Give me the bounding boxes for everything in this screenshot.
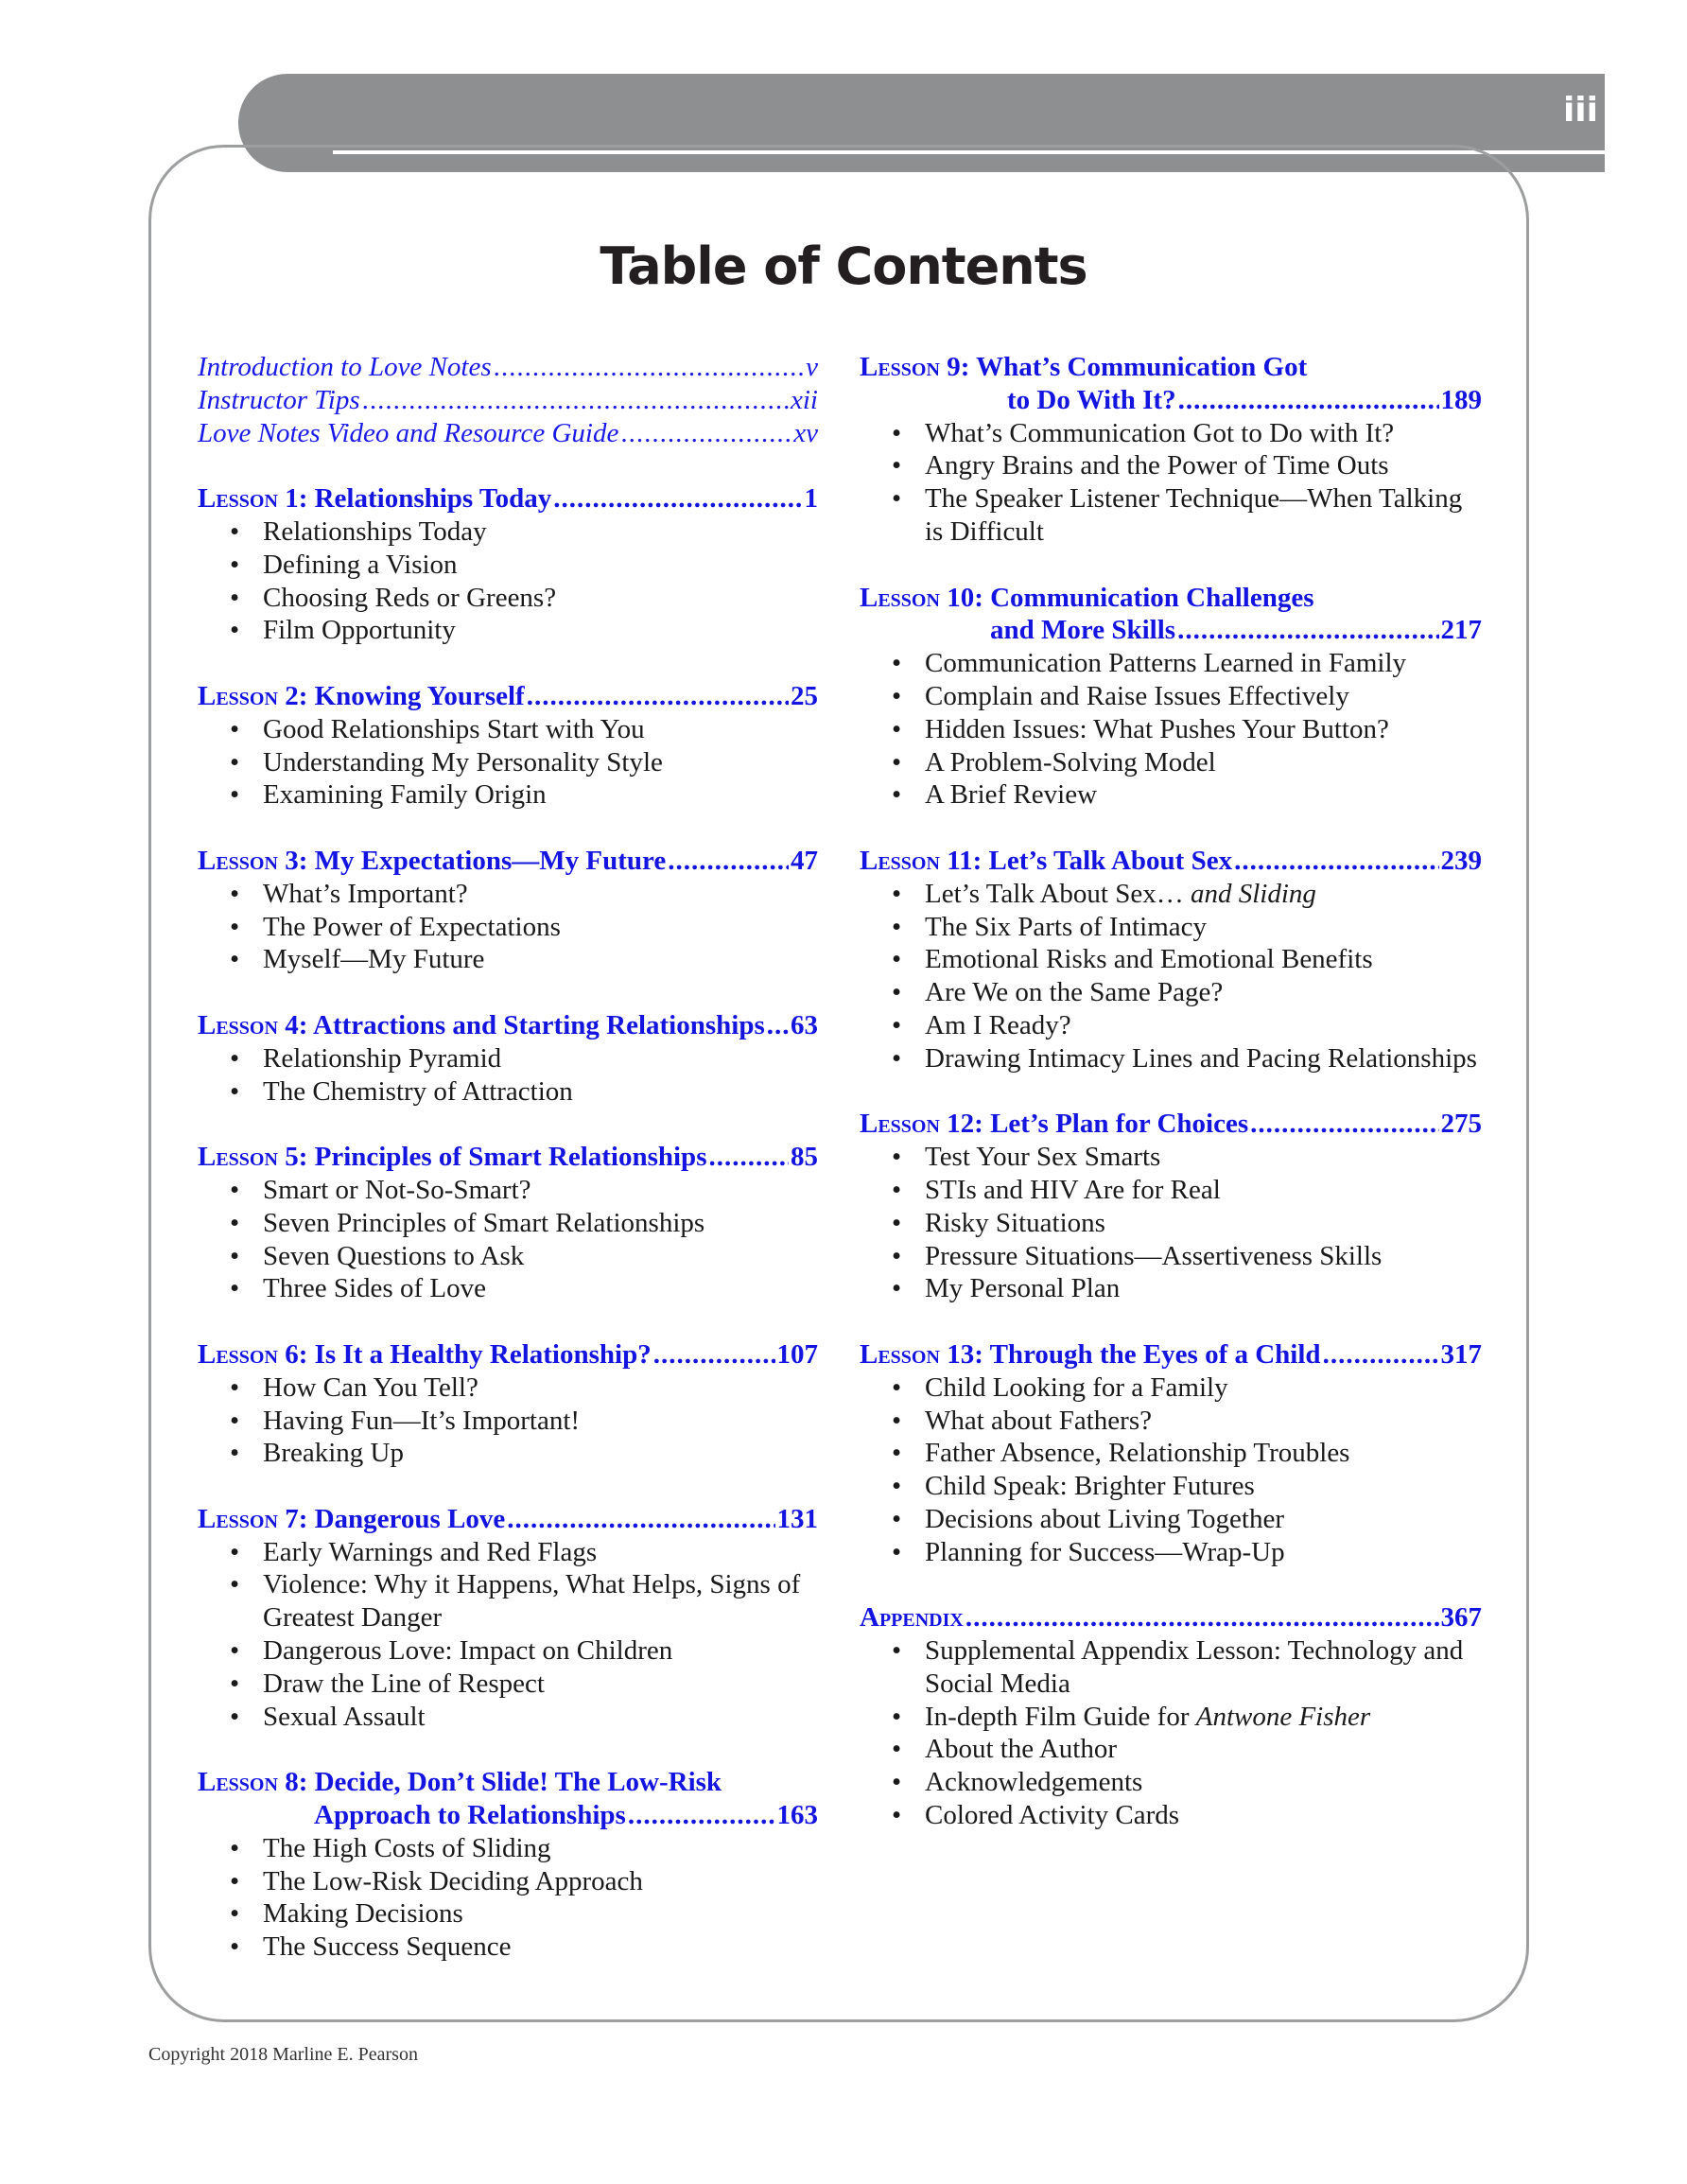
lesson-label: Lesson	[198, 1009, 278, 1040]
lesson-page[interactable]: 217	[1440, 615, 1482, 646]
topic-text: Are We on the Same Page?	[925, 977, 1224, 1008]
lesson-heading[interactable]	[198, 680, 818, 713]
lesson-page[interactable]: 317	[1440, 1338, 1482, 1370]
lesson-page[interactable]: 85	[791, 1142, 818, 1173]
lesson-label: Lesson	[198, 483, 278, 515]
topic-text: Violence: Why it Happens, What Helps, Signs of Greatest Danger	[263, 1569, 801, 1634]
topic-text: Good Relationships Start with You	[263, 713, 645, 744]
topic-item	[925, 1141, 1482, 1174]
lesson-number: 10:	[947, 582, 983, 613]
topic-text: About the Author	[925, 1734, 1117, 1765]
topic-text: The Power of Expectations	[263, 911, 561, 942]
topic-item	[263, 515, 818, 549]
topic-item	[925, 943, 1482, 976]
dot-leader	[527, 680, 789, 713]
lesson-heading-continued[interactable]	[198, 1799, 818, 1832]
lesson-heading[interactable]	[198, 1503, 818, 1536]
lesson-section	[198, 1009, 818, 1108]
lesson-number: 4:	[285, 1009, 308, 1040]
lesson-page[interactable]: 275	[1440, 1109, 1482, 1140]
lesson-heading-text[interactable]	[198, 1009, 765, 1042]
topic-item	[925, 1733, 1482, 1766]
topic-item	[925, 713, 1482, 746]
lesson-section	[860, 1108, 1482, 1305]
lesson-number: 6:	[285, 1338, 308, 1370]
lesson-heading-text[interactable]	[198, 1503, 505, 1536]
dot-leader	[628, 1799, 775, 1832]
topic-text: Let’s Talk About Sex…	[925, 878, 1184, 909]
topic-text: Drawing Intimacy Lines and Pacing Relationships	[925, 1042, 1477, 1074]
page-title: Table of Contents	[600, 236, 1087, 296]
topic-text: STIs and HIV Are for Real	[925, 1174, 1221, 1205]
topic-text: Acknowledgements	[925, 1767, 1143, 1798]
lesson-topics	[198, 1832, 818, 1964]
topic-item	[263, 1701, 818, 1734]
lesson-title[interactable]: Knowing Yourself	[314, 680, 525, 711]
lesson-label: Lesson	[860, 845, 940, 876]
topic-item	[263, 1668, 818, 1701]
intro-link[interactable]	[198, 384, 818, 417]
lesson-label: Lesson	[198, 680, 278, 711]
lesson-title[interactable]: Relationships Today	[314, 483, 552, 515]
lesson-label: Appendix	[860, 1602, 964, 1634]
topic-item	[925, 1701, 1482, 1734]
lesson-page[interactable]: 131	[776, 1503, 818, 1534]
topic-item	[925, 449, 1482, 482]
lesson-title[interactable]: Principles of Smart Relationships	[314, 1142, 707, 1173]
topic-item	[263, 746, 818, 779]
topic-item	[925, 1536, 1482, 1569]
lesson-heading[interactable]	[860, 582, 1482, 615]
topic-item	[263, 911, 818, 944]
topic-item	[263, 549, 818, 582]
topic-text: The Success Sequence	[263, 1931, 512, 1963]
topic-item	[263, 1634, 818, 1668]
lesson-heading[interactable]	[198, 1141, 818, 1174]
topic-text: Am I Ready?	[925, 1009, 1071, 1040]
lesson-title[interactable]: Decide, Don’t Slide! The Low-Risk	[314, 1767, 722, 1798]
lesson-page[interactable]: 367	[1440, 1602, 1482, 1634]
topic-item	[263, 1174, 818, 1207]
topic-item	[263, 878, 818, 911]
lesson-section	[198, 845, 818, 976]
dot-leader	[620, 417, 791, 450]
toc-right-column	[860, 351, 1482, 1832]
topic-text: Seven Principles of Smart Relationships	[263, 1207, 705, 1238]
lesson-title[interactable]: Communication Challenges	[990, 582, 1314, 613]
intro-link-page[interactable]: xv	[793, 417, 818, 448]
topic-item	[925, 1372, 1482, 1405]
topic-text: What’s Communication Got to Do with It?	[925, 417, 1395, 448]
lesson-page[interactable]: 1	[804, 483, 818, 515]
topic-item	[925, 1174, 1482, 1207]
topic-item	[925, 1766, 1482, 1799]
topic-item	[925, 680, 1482, 713]
lesson-title-continued[interactable]: to Do With It?	[1007, 384, 1176, 415]
topic-text: Sexual Assault	[263, 1701, 426, 1732]
lesson-label: Lesson	[198, 845, 278, 876]
topic-item	[263, 1207, 818, 1240]
lesson-title-continued[interactable]: and More Skills	[990, 615, 1176, 646]
topic-italic: and Sliding	[1190, 878, 1316, 909]
topic-text: Risky Situations	[925, 1207, 1105, 1238]
lesson-section	[198, 1141, 818, 1305]
topic-item	[263, 1372, 818, 1405]
intro-links	[198, 351, 818, 449]
topic-text: Emotional Risks and Emotional Benefits	[925, 944, 1373, 975]
topic-text: Test Your Sex Smarts	[925, 1142, 1161, 1173]
lesson-topics	[198, 515, 818, 647]
lesson-page[interactable]: 163	[776, 1800, 818, 1831]
intro-link[interactable]	[198, 417, 818, 450]
dot-leader	[553, 482, 802, 515]
topic-item	[263, 1405, 818, 1438]
dot-leader	[653, 1338, 775, 1372]
lesson-heading-text[interactable]	[198, 482, 551, 515]
lesson-title[interactable]: Let’s Talk About Sex	[988, 845, 1233, 876]
topic-text: Seven Questions to Ask	[263, 1240, 525, 1271]
dot-leader	[1323, 1338, 1439, 1372]
lesson-section	[198, 1338, 818, 1470]
lesson-heading[interactable]	[198, 1009, 818, 1042]
topic-text: A Problem-Solving Model	[925, 746, 1216, 778]
lesson-heading-text[interactable]	[860, 845, 1232, 878]
topic-text: Early Warnings and Red Flags	[263, 1536, 598, 1567]
dot-leader	[767, 1009, 789, 1042]
dot-leader	[1177, 614, 1438, 647]
topic-text: In-depth Film Guide for	[925, 1701, 1190, 1732]
lesson-heading-continued[interactable]	[860, 614, 1482, 647]
topic-text: Child Looking for a Family	[925, 1372, 1228, 1403]
topic-text: Dangerous Love: Impact on Children	[263, 1635, 673, 1667]
topic-text: Angry Brains and the Power of Time Outs	[925, 450, 1389, 481]
topic-text: A Brief Review	[925, 779, 1098, 811]
lesson-heading[interactable]	[860, 1108, 1482, 1141]
lesson-label: Lesson	[198, 1142, 278, 1173]
lesson-label: Lesson	[860, 1338, 940, 1370]
dot-leader	[708, 1141, 789, 1174]
topic-item	[925, 1470, 1482, 1503]
topic-item	[925, 482, 1482, 549]
page-number: iii	[1562, 91, 1598, 130]
lesson-section	[198, 1766, 818, 1964]
lesson-page[interactable]: 47	[791, 845, 818, 876]
topic-text: Colored Activity Cards	[925, 1800, 1180, 1831]
topic-item	[925, 878, 1482, 911]
lesson-topics	[860, 1372, 1482, 1569]
topic-item	[925, 911, 1482, 944]
lesson-section	[860, 845, 1482, 1075]
intro-link-text[interactable]: Instructor Tips	[198, 384, 360, 415]
lesson-heading-text[interactable]	[198, 680, 525, 713]
lesson-title[interactable]: Through the Eyes of a Child	[989, 1338, 1321, 1370]
topic-text: Myself—My Future	[263, 944, 485, 975]
topic-item	[925, 1799, 1482, 1832]
intro-link-page[interactable]: v	[806, 352, 818, 382]
topic-text: Relationship Pyramid	[263, 1042, 502, 1074]
lesson-topics	[860, 1634, 1482, 1832]
lesson-heading-text[interactable]	[860, 1601, 964, 1634]
intro-link-text[interactable]: Introduction to Love Notes	[198, 352, 492, 382]
intro-link-text[interactable]: Love Notes Video and Resource Guide	[198, 417, 619, 448]
topic-text: Hidden Issues: What Pushes Your Button?	[925, 713, 1389, 744]
lesson-heading[interactable]	[860, 1338, 1482, 1372]
lesson-title[interactable]: Let’s Plan for Choices	[990, 1109, 1249, 1140]
topic-item	[263, 1536, 818, 1569]
intro-link[interactable]	[198, 351, 818, 384]
lesson-topics	[198, 878, 818, 976]
topic-item	[263, 1832, 818, 1865]
topic-italic: Antwone Fisher	[1195, 1701, 1371, 1732]
lesson-section	[198, 1503, 818, 1734]
topic-text: How Can You Tell?	[263, 1372, 478, 1403]
dot-leader	[1250, 1108, 1438, 1141]
lesson-section	[860, 1601, 1482, 1832]
lesson-topics	[860, 878, 1482, 1075]
lesson-topics	[198, 1174, 818, 1305]
topic-text: Making Decisions	[263, 1898, 463, 1930]
lesson-title[interactable]: What’s Communication Got	[976, 352, 1308, 382]
lesson-page[interactable]: 239	[1440, 845, 1482, 876]
lesson-title[interactable]: Dangerous Love	[314, 1503, 506, 1534]
topic-item	[925, 1503, 1482, 1536]
topic-item	[925, 1272, 1482, 1305]
lesson-section	[860, 1338, 1482, 1569]
lesson-number: 7:	[285, 1503, 308, 1534]
lesson-heading-continued[interactable]	[860, 384, 1482, 417]
topic-text: The Speaker Listener Technique—When Talking is Difficult	[925, 483, 1463, 547]
topic-item	[925, 976, 1482, 1009]
topic-item	[925, 1405, 1482, 1438]
topic-item	[263, 614, 818, 647]
lesson-label: Lesson 12:	[860, 1109, 983, 1140]
lesson-section	[860, 351, 1482, 549]
topic-item	[925, 1009, 1482, 1042]
lesson-topics	[198, 1042, 818, 1109]
topic-text: Film Opportunity	[263, 615, 456, 646]
dot-leader	[1234, 845, 1438, 878]
lesson-title[interactable]: Attractions and Starting Relationships	[313, 1009, 765, 1040]
topic-text: Supplemental Appendix Lesson: Technology and Social Media	[925, 1635, 1464, 1699]
lesson-heading-text[interactable]	[860, 1338, 1321, 1372]
lesson-heading-text[interactable]	[198, 845, 666, 878]
lesson-section	[860, 582, 1482, 812]
lesson-page[interactable]: 189	[1440, 384, 1482, 415]
topic-item	[263, 1931, 818, 1964]
lesson-topics	[198, 1536, 818, 1734]
lesson-number: 2:	[285, 680, 308, 711]
lesson-label: Lesson	[860, 582, 940, 613]
topic-text: Pressure Situations—Assertiveness Skills	[925, 1240, 1383, 1271]
lesson-heading-text[interactable]	[198, 1338, 652, 1372]
topic-text: Breaking Up	[263, 1438, 404, 1469]
topic-item	[263, 582, 818, 615]
topic-text: Child Speak: Brighter Futures	[925, 1471, 1255, 1502]
topic-item	[925, 1042, 1482, 1075]
lesson-number: 13:	[947, 1338, 983, 1370]
toc-left-column	[198, 351, 818, 1964]
lesson-heading[interactable]	[198, 1766, 818, 1799]
lesson-label: Lesson	[860, 352, 940, 382]
topic-item	[263, 1240, 818, 1273]
lesson-heading[interactable]	[860, 351, 1482, 384]
lesson-number: 1:	[285, 483, 308, 515]
lesson-heading[interactable]	[860, 845, 1482, 878]
dot-leader	[965, 1601, 1439, 1634]
lesson-heading[interactable]	[198, 1338, 818, 1372]
lesson-title[interactable]: My Expectations—My Future	[314, 845, 667, 876]
topic-item	[263, 1075, 818, 1109]
topic-text: Choosing Reds or Greens?	[263, 582, 557, 613]
lesson-label: Lesson	[198, 1338, 278, 1370]
topic-text: What about Fathers?	[925, 1405, 1152, 1436]
topic-text: Three Sides of Love	[263, 1273, 486, 1304]
lesson-title-continued[interactable]: Approach to Relationships	[314, 1800, 626, 1831]
topic-item	[925, 1634, 1482, 1701]
lesson-number: 8:	[285, 1767, 308, 1798]
lesson-heading[interactable]	[860, 1601, 1482, 1634]
topic-text: Communication Patterns Learned in Family	[925, 648, 1407, 679]
lesson-topics	[860, 647, 1482, 812]
topic-item	[263, 1568, 818, 1634]
topic-item	[263, 1272, 818, 1305]
topic-text: Father Absence, Relationship Troubles	[925, 1438, 1350, 1469]
topic-item	[925, 647, 1482, 680]
topic-text: Planning for Success—Wrap-Up	[925, 1536, 1285, 1567]
lesson-number: 5:	[285, 1142, 308, 1173]
topic-text: Examining Family Origin	[263, 779, 547, 811]
lesson-title[interactable]: Is It a Healthy Relationship?	[314, 1338, 652, 1370]
lesson-page[interactable]: 25	[791, 680, 818, 711]
topic-item	[925, 417, 1482, 450]
dot-leader	[1178, 384, 1439, 417]
lesson-number: 9:	[947, 352, 970, 382]
lesson-label: Lesson	[198, 1767, 278, 1798]
topic-item	[263, 778, 818, 812]
dot-leader	[507, 1503, 774, 1536]
topic-text: What’s Important?	[263, 878, 468, 909]
topic-item	[925, 778, 1482, 812]
lesson-heading[interactable]	[198, 845, 818, 878]
lesson-topics	[860, 417, 1482, 549]
topic-text: Defining a Vision	[263, 549, 458, 580]
topic-text: The Low-Risk Deciding Approach	[263, 1865, 643, 1896]
topic-text: Complain and Raise Issues Effectively	[925, 680, 1349, 711]
lesson-heading[interactable]	[198, 482, 818, 515]
topic-item	[925, 1240, 1482, 1273]
topic-text: Draw the Line of Respect	[263, 1668, 545, 1699]
lesson-section	[198, 680, 818, 812]
topic-text: The High Costs of Sliding	[263, 1832, 551, 1863]
dot-leader	[362, 384, 789, 417]
lesson-page[interactable]: 107	[776, 1338, 818, 1370]
topic-item	[925, 1207, 1482, 1240]
lesson-number: 3:	[285, 845, 308, 876]
topic-item	[925, 1437, 1482, 1470]
topic-text: Having Fun—It’s Important!	[263, 1405, 581, 1436]
lesson-heading-text[interactable]	[860, 1108, 1248, 1141]
topic-text: The Six Parts of Intimacy	[925, 911, 1208, 942]
topic-item	[263, 943, 818, 976]
topic-text: The Chemistry of Attraction	[263, 1075, 573, 1107]
topic-text: Decisions about Living Together	[925, 1503, 1285, 1534]
lesson-topics	[198, 713, 818, 812]
dot-leader	[494, 351, 804, 384]
lesson-topics	[860, 1141, 1482, 1305]
topic-text: Understanding My Personality Style	[263, 746, 663, 778]
lesson-page[interactable]: 63	[791, 1009, 818, 1040]
lesson-heading-text[interactable]	[198, 1141, 706, 1174]
topic-text: Relationships Today	[263, 515, 487, 547]
lesson-label: Lesson	[198, 1503, 278, 1534]
topic-item	[263, 1865, 818, 1898]
lesson-section	[198, 482, 818, 647]
topic-item	[925, 746, 1482, 779]
topic-text: My Personal Plan	[925, 1273, 1121, 1304]
copyright: Copyright 2018 Marline E. Pearson	[148, 2044, 418, 2065]
dot-leader	[668, 845, 789, 878]
lesson-number: 11:	[947, 845, 983, 876]
intro-link-page[interactable]: xii	[791, 384, 818, 415]
topic-item	[263, 1042, 818, 1075]
topic-item	[263, 1897, 818, 1931]
topic-item	[263, 1437, 818, 1470]
topic-item	[263, 713, 818, 746]
lesson-topics	[198, 1372, 818, 1470]
topic-text: Smart or Not-So-Smart?	[263, 1174, 531, 1205]
